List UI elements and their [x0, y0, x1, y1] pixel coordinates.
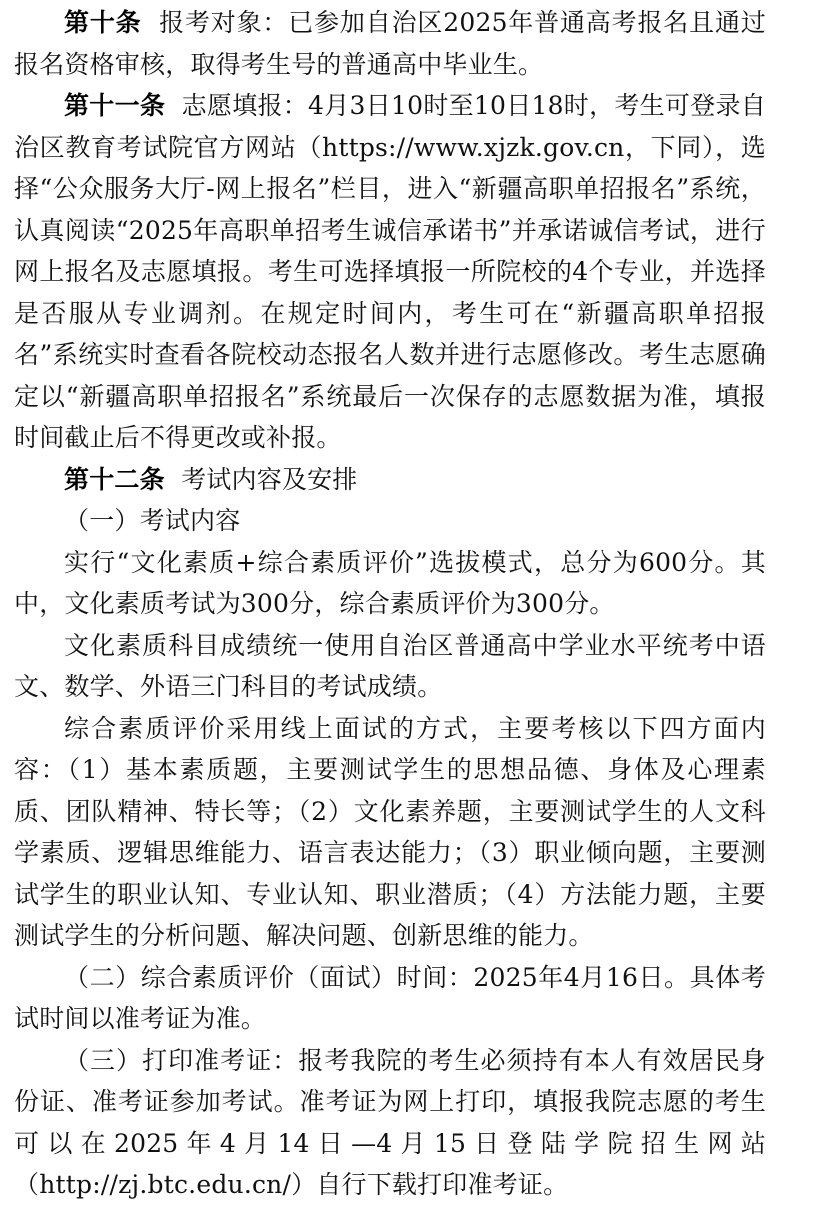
section-2-paragraph: （二）综合素质评价（面试）时间：2025年4月16日。具体考试时间以准考证为准。 — [14, 962, 766, 1033]
section-3-paragraph: （三）打印准考证：报考我院的考生必须持有本人有效居民身份证、准考证参加考试。准考证为网上打印，填报我院志愿的考生可以在2025年4月14日—4月15日登陆学院招生网站（http://zj.btc.edu.cn/）自行下载打印准考证。 — [14, 1045, 766, 1199]
section-1-para-2: 文化素质科目成绩统一使用自治区普通高中学业水平统考中语文、数学、外语三门科目的考试成绩。 — [14, 630, 766, 701]
section-1-para-3: 综合素质评价采用线上面试的方式，主要考核以下四方面内容：（1）基本素质题，主要测试学生的思想品德、身体及心理素质、团队精神、特长等；（2）文化素养题，主要测试学生的人文科学素质、逻辑思维能力、语言表达能力；（3）职业倾向题，主要测试学生的职业认知、专业认知、职业潜质；（4）方法能力题，主要测试学生的分析问题、解决问题、创新思维的能力。 — [14, 713, 766, 950]
article-11-text: 志愿填报：4月3日10时至10日18时，考生可登录自治区教育考试院官方网站（https://www.xjzk.gov.cn，下同），选择“公众服务大厅-网上报名”栏目，进入“新疆高职单招报名”系统，认真阅读“2025年高职单招考生诚信承诺书”并承诺诚信考试，进行网上报名及志愿填报。考生可选择填报一所院校的4个专业，并选择是否服从专业调剂。在规定时间内，考生可在“新疆高职单招报名”系统实时查看各院校动态报名人数并进行志愿修改。考生志愿确定以“新疆高职单招报名”系统最后一次保存的志愿数据为准，填报时间截止后不得更改或补报。 — [14, 91, 766, 452]
section-1-title: （一）考试内容 — [64, 506, 241, 535]
article-11-heading: 第十一条 — [64, 91, 166, 120]
article-12-heading: 第十二条 — [64, 464, 165, 494]
document-page — [14, 2, 766, 1206]
article-11-paragraph — [14, 85, 766, 459]
article-10-heading: 第十条 — [64, 8, 142, 37]
article-10-text: 报考对象：已参加自治区2025年普通高考报名且通过报名资格审核，取得考生号的普通高中毕业生。 — [14, 8, 767, 79]
article-12-text: 考试内容及安排 — [181, 464, 358, 494]
article-12-paragraph — [14, 459, 766, 501]
section-1-para-1: 实行“文化素质+综合素质评价”选拔模式，总分为600分。其中，文化素质考试为300分，综合素质评价为300分。 — [14, 547, 766, 618]
article-10-paragraph — [14, 2, 766, 85]
